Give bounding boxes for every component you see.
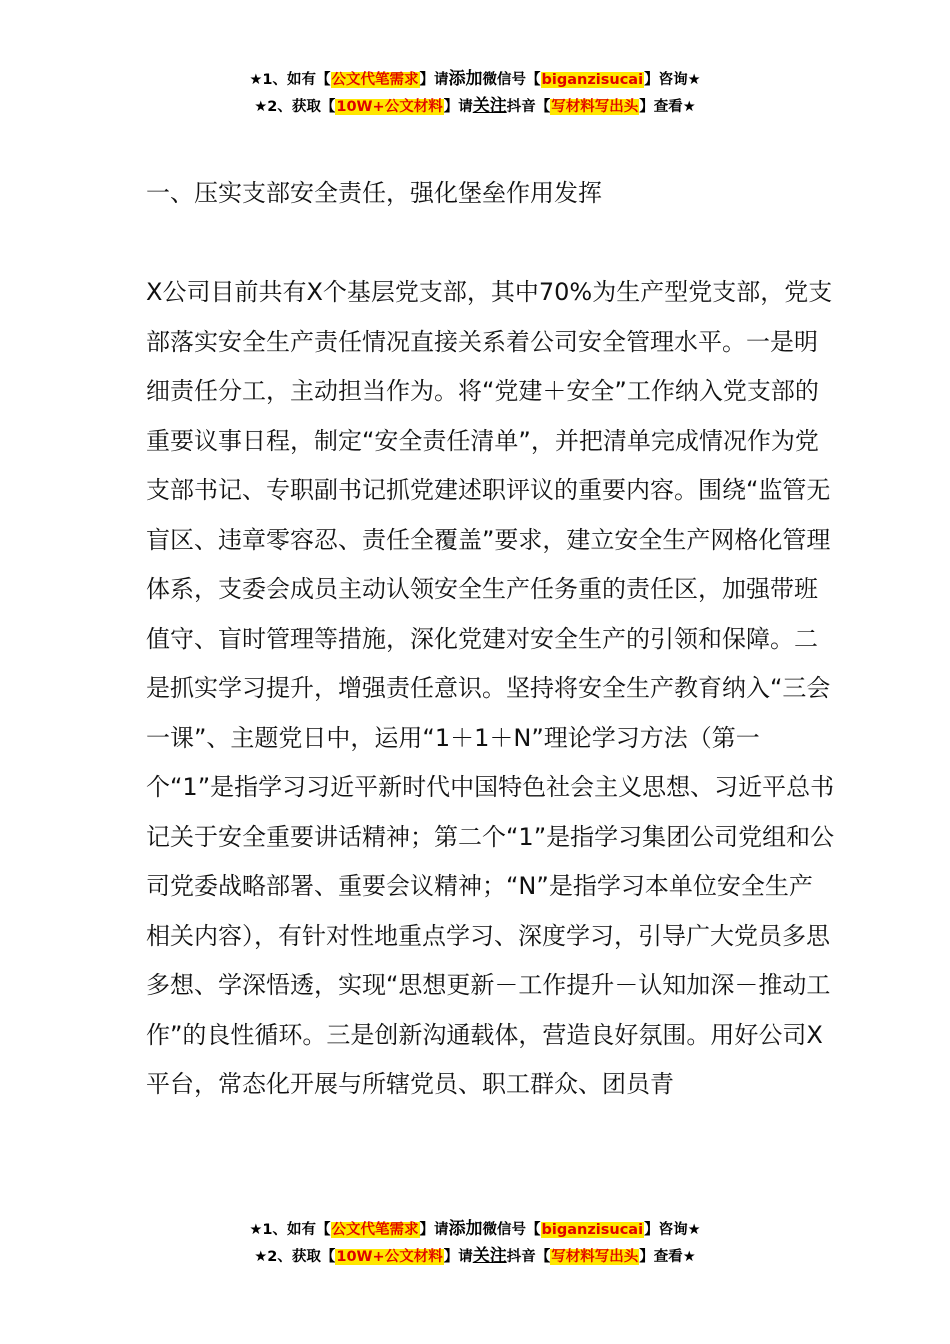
- banner-text: 】咨询★: [644, 1222, 701, 1238]
- banner-line-1: [0, 66, 950, 93]
- banner-text: 】请: [443, 99, 473, 115]
- highlight-service: 公文代笔需求: [331, 1222, 419, 1238]
- header-banner: [0, 66, 950, 120]
- highlight-wechat-id: biganzisucai: [541, 72, 644, 88]
- banner-emphasis: 关注: [472, 1246, 507, 1266]
- banner-text: 微信号【: [482, 72, 541, 88]
- banner-line-2: [0, 93, 950, 120]
- banner-text: ★2、获取【: [254, 1249, 336, 1265]
- banner-text: 】请: [419, 1222, 449, 1238]
- banner-text: 】咨询★: [644, 72, 701, 88]
- highlight-service: 公文代笔需求: [331, 72, 419, 88]
- banner-text: 微信号【: [482, 1222, 541, 1238]
- highlight-wechat-id: biganzisucai: [541, 1222, 644, 1238]
- banner-text: ★2、获取【: [254, 99, 336, 115]
- banner-emphasis: 关注: [472, 96, 507, 116]
- banner-text: 】请: [443, 1249, 473, 1265]
- banner-line-1: [0, 1216, 950, 1243]
- highlight-materials: 10W+公文材料: [336, 1249, 443, 1265]
- banner-emphasis: 添加: [448, 69, 483, 89]
- section-heading: 一、压实支部安全责任，强化堡垒作用发挥: [146, 179, 602, 207]
- banner-text: 抖音【: [506, 99, 551, 115]
- footer-banner: [0, 1216, 950, 1270]
- banner-text: 抖音【: [506, 1249, 551, 1265]
- banner-text: 】查看★: [639, 1249, 696, 1265]
- banner-emphasis: 添加: [448, 1219, 483, 1239]
- banner-text: ★1、如有【: [249, 1222, 331, 1238]
- banner-line-2: [0, 1243, 950, 1270]
- body-paragraph: X公司目前共有X个基层党支部，其中70%为生产型党支部，党支部落实安全生产责任情况直接关系着公司安全管理水平。一是明细责任分工，主动担当作为。将“党建＋安全”工作纳入党支部的重要议事日程，制定“安全责任清单”，并把清单完成情况作为党支部书记、专职副书记抓党建述职评议的重要内容。围绕“监管无盲区、违章零容忍、责任全覆盖”要求，建立安全生产网格化管理体系，支委会成员主动认领安全生产任务重的责任区，加强带班值守、盲时管理等措施，深化党建对安全生产的引领和保障。二是抓实学习提升，增强责任意识。坚持将安全生产教育纳入“三会一课”、主题党日中，运用“1＋1＋N”理论学习方法（第一个“1”是指学习习近平新时代中国特色社会主义思想、习近平总书记关于安全重要讲话精神；第二个“1”是指学习集团公司党组和公司党委战略部署、重要会议精神；“N”是指学习本单位安全生产相关内容），有针对性地重点学习、深度学习，引导广大党员多思多想、学深悟透，实现“思想更新－工作提升－认知加深－推动工作”的良性循环。三是创新沟通载体，营造良好氛围。用好公司X平台，常态化开展与所辖党员、职工群众、团员青: [146, 278, 835, 1098]
- highlight-douyin-account: 写材料写出头: [551, 99, 639, 115]
- banner-text: 】请: [419, 72, 449, 88]
- highlight-materials: 10W+公文材料: [336, 99, 443, 115]
- banner-text: 】查看★: [639, 99, 696, 115]
- banner-text: ★1、如有【: [249, 72, 331, 88]
- highlight-douyin-account: 写材料写出头: [551, 1249, 639, 1265]
